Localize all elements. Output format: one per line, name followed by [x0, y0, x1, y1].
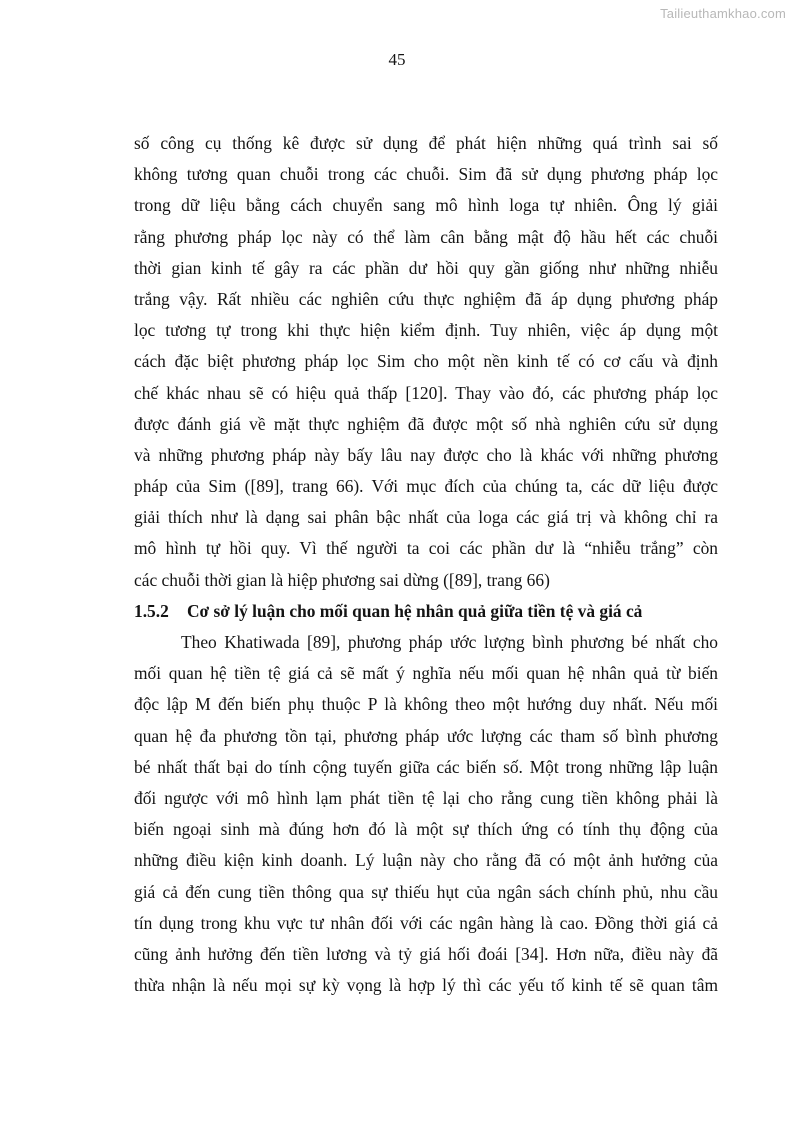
text-line: thừa nhận là nếu mọi sự kỳ vọng là hợp lý thì các yếu tố kinh tế sẽ quan tâm — [134, 975, 718, 996]
text-line: mối quan hệ tiền tệ giá cả sẽ mất ý nghĩa nếu mối quan hệ nhân quả từ biến — [134, 663, 718, 684]
section-title: Cơ sở lý luận cho mối quan hệ nhân quả giữa tiền tệ và giá cả — [187, 600, 643, 621]
text-line: cũng ảnh hưởng đến tiền lương và tỷ giá hối đoái [34]. Hơn nữa, điều này đã — [134, 943, 718, 964]
text-line: không tương quan chuỗi trong các chuỗi. Sim đã sử dụng phương pháp lọc — [134, 164, 718, 185]
text-line: số công cụ thống kê được sử dụng để phát hiện những quá trình sai số — [134, 133, 718, 153]
text-line: giải thích như là dạng sai phân bậc nhất của loga các giá trị và không chỉ ra — [134, 507, 718, 528]
section-heading — [134, 596, 718, 627]
text-line: và những phương pháp này bấy lâu nay được cho là khác với những phương — [134, 444, 718, 465]
watermark-text: Tailieuthamkhao.com — [660, 6, 786, 21]
text-line: pháp của Sim ([89], trang 66). Với mục đích của chúng ta, các dữ liệu được — [134, 476, 718, 497]
text-line: giá cả đến cung tiền thông qua sự thiếu hụt của ngân sách chính phủ, nhu cầu — [134, 881, 718, 902]
text-line: mô hình tự hồi quy. Vì thế người ta coi các phần dư là “nhiễu trắng” còn — [134, 538, 718, 559]
text-line: lọc tương tự trong khi thực hiện kiểm định. Tuy nhiên, việc áp dụng một — [134, 320, 718, 341]
paragraph-1 — [134, 128, 718, 596]
text-line: Theo Khatiwada [89], phương pháp ước lượng bình phương bé nhất cho — [181, 632, 718, 652]
text-line: cách đặc biệt phương pháp lọc Sim cho một nền kinh tế có cơ cấu và định — [134, 351, 718, 372]
text-line: những điều kiện kinh doanh. Lý luận này cho rằng đã có một ảnh hưởng của — [134, 850, 718, 871]
text-line: thời gian kinh tế gây ra các phần dư hồi quy gần giống như những nhiễu — [134, 257, 718, 278]
text-line: tín dụng trong khu vực tư nhân đối với các ngân hàng là cao. Đồng thời giá cả — [134, 912, 718, 933]
text-line: chế khác nhau sẽ có hiệu quả thấp [120]. Thay vào đó, các phương pháp lọc — [134, 382, 718, 403]
text-line: trắng vậy. Rất nhiều các nghiên cứu thực nghiệm đã áp dụng phương pháp — [134, 288, 718, 309]
paragraph-2 — [134, 627, 718, 1001]
page-body — [134, 128, 718, 1001]
text-line: độc lập M đến biến phụ thuộc P là không theo một hướng duy nhất. Nếu mối — [134, 694, 718, 715]
text-line: trong dữ liệu bằng cách chuyển sang mô hình loga tự nhiên. Ông lý giải — [134, 195, 718, 216]
section-number: 1.5.2 — [134, 600, 169, 621]
text-line: đối ngược với mô hình lạm phát tiền tệ lại cho rằng cung tiền không phải là — [134, 787, 718, 808]
text-line: được đánh giá về mặt thực nghiệm đã được một số nhà nghiên cứu sử dụng — [134, 413, 718, 434]
text-line: rằng phương pháp lọc này có thể làm cân bằng mật độ hầu hết các chuỗi — [134, 226, 718, 247]
text-line: bé nhất thất bại do tính cộng tuyến giữa các biến số. Một trong những lập luận — [134, 756, 718, 777]
text-line: biến ngoại sinh mà đúng hơn đó là một sự thích ứng có tính thụ động của — [134, 819, 718, 840]
page-number: 45 — [388, 50, 406, 69]
text-line: các chuỗi thời gian là hiệp phương sai dừng ([89], trang 66) — [134, 569, 550, 590]
text-line: quan hệ đa phương tồn tại, phương pháp ước lượng các tham số bình phương — [134, 725, 718, 746]
